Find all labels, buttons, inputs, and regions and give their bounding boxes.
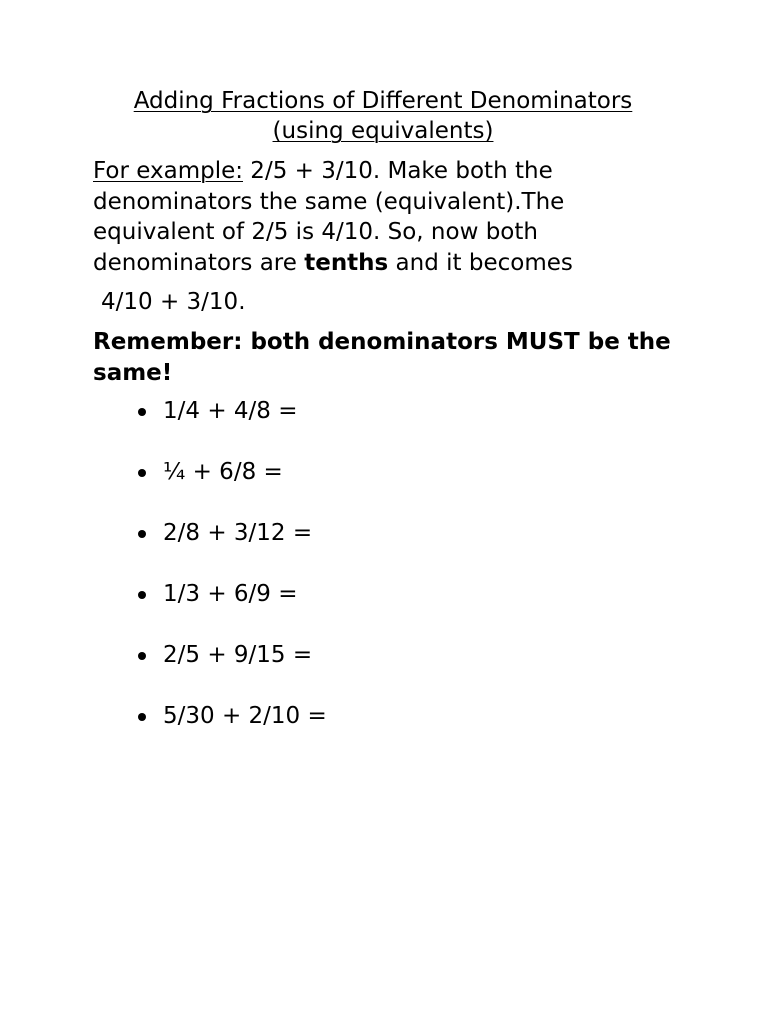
bullet-icon xyxy=(138,530,146,538)
problem-text: 2/8 + 3/12 = xyxy=(163,520,313,546)
problem-text: ¼ + 6/8 = xyxy=(163,459,283,485)
list-item xyxy=(93,640,673,670)
problem-text: 1/3 + 6/9 = xyxy=(163,581,298,607)
title-line-1: Adding Fractions of Different Denominators xyxy=(133,88,633,114)
example-paragraph xyxy=(93,156,673,278)
problem-text: 2/5 + 9/15 = xyxy=(163,642,313,668)
bullet-icon xyxy=(138,408,146,416)
example-result: 4/10 + 3/10. xyxy=(101,289,246,315)
list-item xyxy=(93,579,673,609)
list-item xyxy=(93,518,673,548)
list-item xyxy=(93,396,673,426)
title-line-2: (using equivalents) xyxy=(272,118,494,144)
example-label: For example: xyxy=(93,158,243,184)
bullet-icon xyxy=(138,469,146,477)
bullet-icon xyxy=(138,591,146,599)
example-text-end: and it becomes xyxy=(388,249,573,276)
list-item xyxy=(93,701,673,731)
worksheet-page xyxy=(93,86,673,762)
list-item xyxy=(93,457,673,487)
reminder-text: Remember: both denominators MUST be the same! xyxy=(93,329,671,386)
problem-text: 1/4 + 4/8 = xyxy=(163,398,298,424)
example-text: 2/5 + 3/10. Make both the denominators the same (equivalent).The equivalent of 2/5 is 4/10. So, now both denominators are xyxy=(93,158,565,276)
page-title xyxy=(93,86,673,146)
bullet-icon xyxy=(138,652,146,660)
bullet-icon xyxy=(138,713,146,721)
example-bold-word: tenths xyxy=(304,249,389,276)
problem-text: 5/30 + 2/10 = xyxy=(163,703,327,729)
problem-list xyxy=(93,396,673,731)
